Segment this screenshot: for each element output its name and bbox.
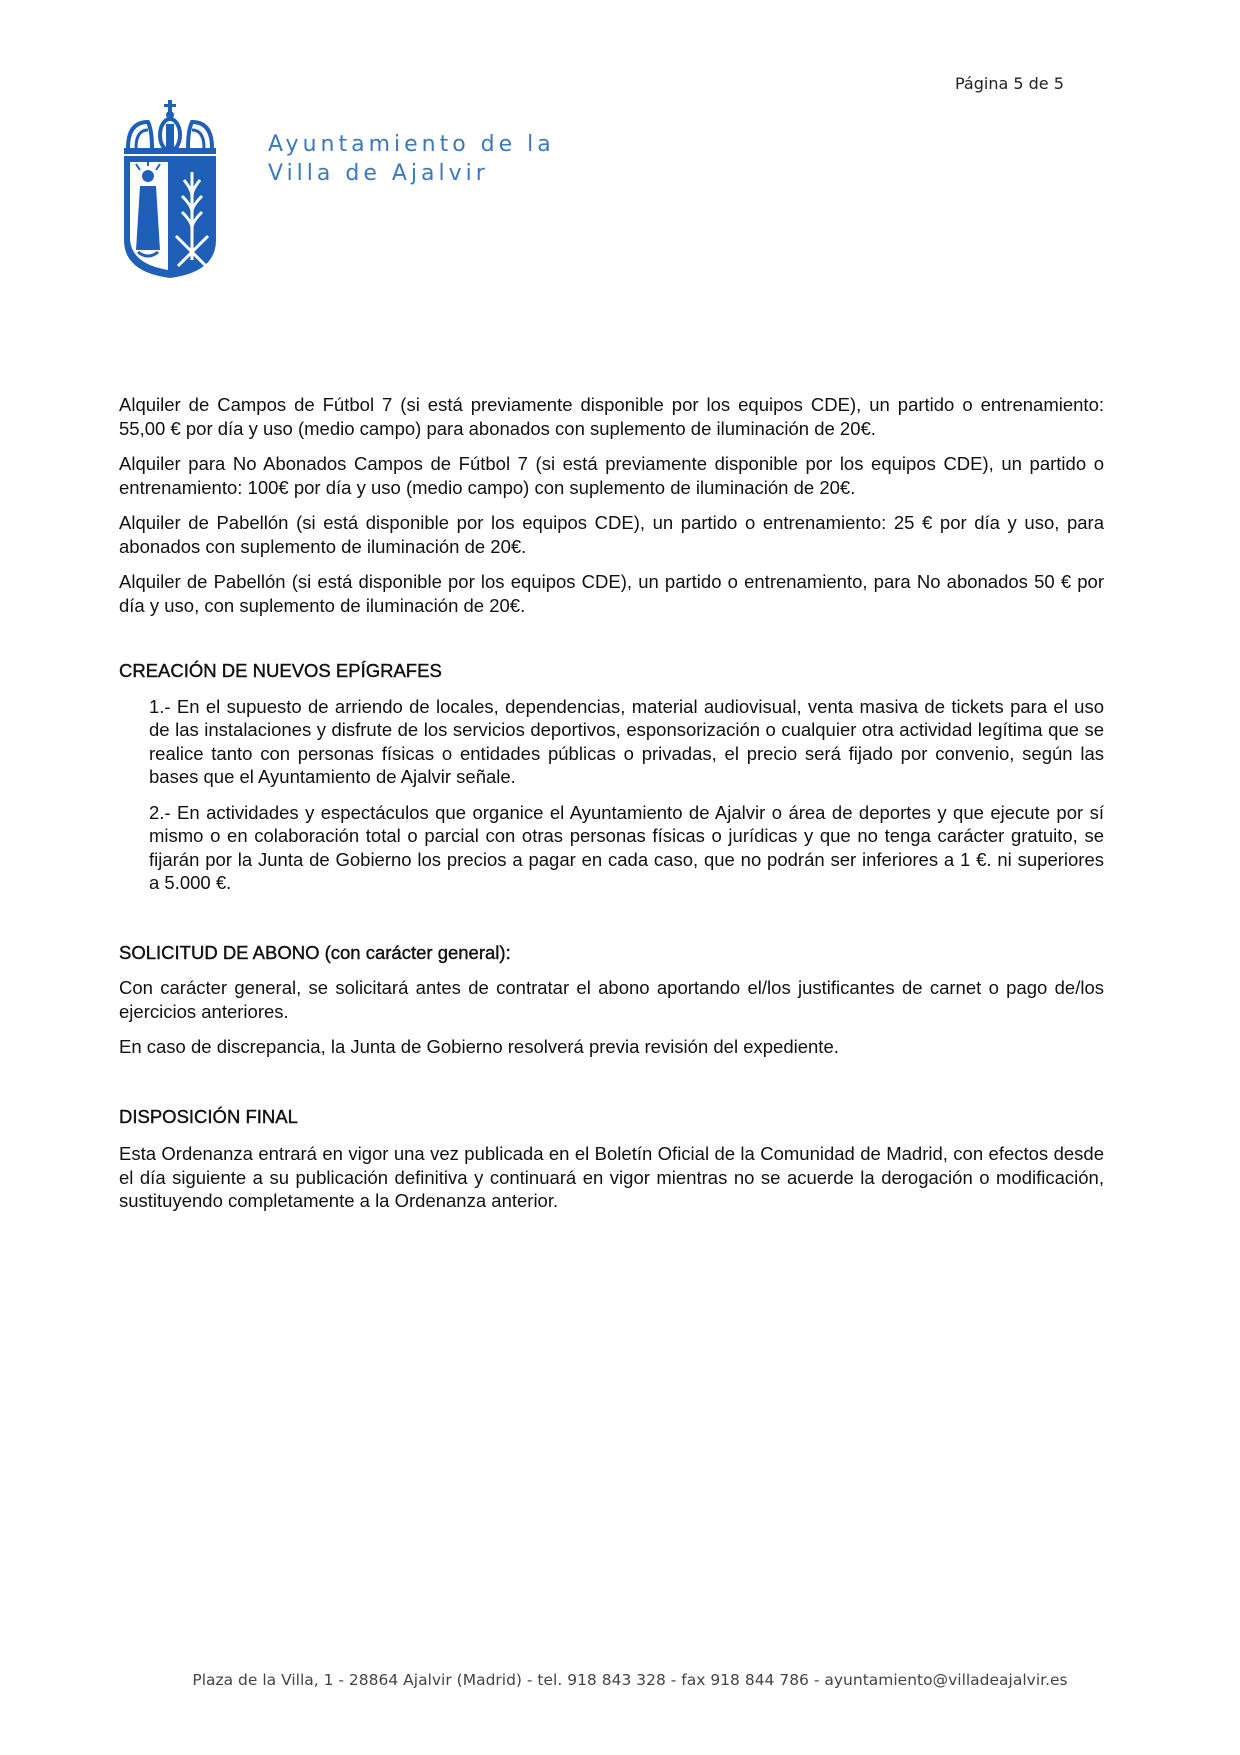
paragraph-pabellon-abonados: Alquiler de Pabellón (si está disponible por los equipos CDE), un partido o entrenamiento: 25 € por día y uso, para abonados con suplemento de iluminación de 20€. xyxy=(119,512,1104,557)
section-title-disposicion-final: DISPOSICIÓN FINAL xyxy=(119,1105,298,1127)
paragraph-disposicion: Esta Ordenanza entrará en vigor una vez publicada en el Boletín Oficial de la Comunidad de Madrid, con efectos desde el día siguiente a su publicación definitiva y continuará en vigor mientras no se acuerde la derogación o modificación, sustituyendo completamente a la Ordenanza anterior. xyxy=(119,1143,1104,1211)
page-number: Página 5 de 5 xyxy=(955,74,1064,93)
coat-of-arms-logo xyxy=(122,100,218,280)
brand-line-2: Villa de Ajalvir xyxy=(268,161,489,186)
footer-address: Plaza de la Villa, 1 - 28864 Ajalvir (Madrid) - tel. 918 843 328 - fax 918 844 786 - ayuntamiento@villadeajalvir.es xyxy=(192,1671,1068,1689)
section-title-solicitud-abono: SOLICITUD DE ABONO (con carácter general): xyxy=(119,941,511,963)
paragraph-pabellon-no-abonados: Alquiler de Pabellón (si está disponible por los equipos CDE), un partido o entrenamiento, para No abonados 50 € por día y uso, con suplemento de iluminación de 20€. xyxy=(119,571,1104,616)
document-body xyxy=(119,393,1104,1225)
brand-line-1: Ayuntamiento de la xyxy=(268,132,555,157)
section-item-1: 1.- En el supuesto de arriendo de locales, dependencias, material audiovisual, venta masiva de tickets para el uso de las instalaciones y disfrute de los servicios deportivos, esponsorización o cualquier otra actividad legítima que se realice tanto con personas físicas o entidades públicas o privadas, el precio será fijado por convenio, según las bases que el Ayuntamiento de Ajalvir señale. xyxy=(149,695,1104,787)
section-title-nuevos-epigrafes: CREACIÓN DE NUEVOS EPÍGRAFES xyxy=(119,660,442,681)
paragraph-solicitud: Con carácter general, se solicitará antes de contratar el abono aportando el/los justificantes de carnet o pago de/los ejercicios anteriores. xyxy=(119,977,1104,1022)
section-item-2: 2.- En actividades y espectáculos que organice el Ayuntamiento de Ajalvir o área de deportes y que ejecute por sí mismo o en colaboración total o parcial con otras personas físicas o jurídicas y que no tenga carácter gratuito, se fijarán por la Junta de Gobierno los precios a pagar en cada caso, que no podrán ser inferiores a 1 €. ni superiores a 5.000 €. xyxy=(149,801,1104,893)
brand-name xyxy=(268,130,555,188)
paragraph-futbol-abonados: Alquiler de Campos de Fútbol 7 (si está previamente disponible por los equipos CDE), un partido o entrenamiento: 55,00 € por día y uso (medio campo) para abonados con suplemento de iluminación de 20€. xyxy=(119,394,1104,439)
paragraph-discrepancia: En caso de discrepancia, la Junta de Gobierno resolverá previa revisión del expediente. xyxy=(119,1036,839,1057)
paragraph-futbol-no-abonados: Alquiler para No Abonados Campos de Fútbol 7 (si está previamente disponible por los equipos CDE), un partido o entrenamiento: 100€ por día y uso (medio campo) con suplemento de iluminación de 20€. xyxy=(119,453,1104,498)
